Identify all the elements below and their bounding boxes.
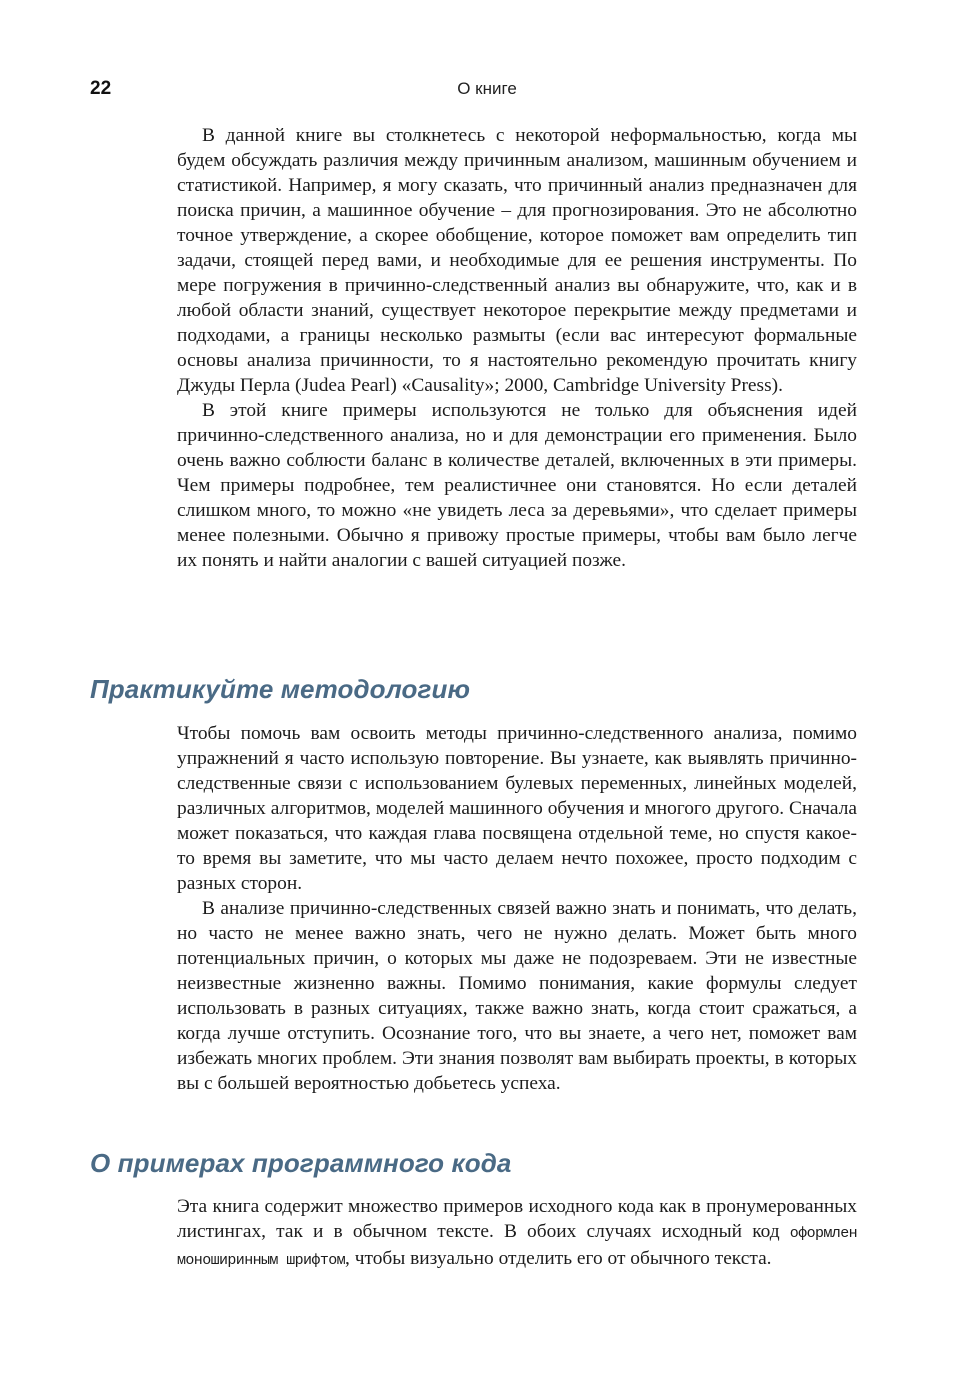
methodology-paragraph-1: Чтобы помочь вам освоить методы причинно-следственного анализа, помимо упражнений я часто использую повторение. Вы узнаете, как выявлять причинно-следственные связи с использованием булевых переменных, линейных моделей, различных алгоритмов, моделей машинного обучения и многого другого. Сначала может показаться, что каждая глава посвящена отдельной теме, но спустя какое-то время вы заметите, что мы часто делаем нечто похожее, просто подходим с разных сторон. [177,723,857,894]
code-examples-text [177,1194,857,1273]
page-number: 22 [90,78,112,99]
intro-text [177,123,857,573]
methodology-text [177,721,857,1096]
running-head: О книге [457,79,517,98]
intro-paragraph-1: В данной книге вы столкнетесь с некоторой неформальностью, когда мы будем обсуждать различия между причинным анализом, машинным обучением и статистикой. Например, я могу сказать, что причинный анализ предназначен для поиска причин, а машинное обучение – для прогнозирования. Это не абсолютно точное утверждение, а скорее обобщение, которое поможет вам определить тип задачи, стоящей перед вами, и необходимые для ее решения инструменты. По мере погружения в причинно-следственный анализ вы обнаружите, что, как и в любой области знаний, существует некоторое перекрытие между предметами и подходами, а границы несколько размыты (если вас интересуют формальные основы анализа причинности, то я настоятельно рекомендую прочитать книгу Джуды Перла (Judea Pearl) «Causality»; 2000, Cambridge University Press). [177,125,857,396]
code-examples-paragraph [177,1194,857,1273]
monospace-sample: оформлен моноширинным шрифтом [177,1225,857,1269]
methodology-paragraph-2: В анализе причинно-следственных связей важно знать и понимать, что делать, но часто не менее важно знать, чего не нужно делать. Может быть много потенциальных причин, о которых мы даже не подозреваем. Эти не известные неизвестные жизненно важны. Помимо понимания, какие формулы следует использовать в разных ситуациях, также важно знать, когда стоит сражаться, а когда лучше отступить. Осознание того, что вы знаете, а чего нет, поможет вам избежать многих проблем. Эти знания позволят вам выбирать проекты, в которых вы с большей вероятностью добьетесь успеха. [177,898,857,1094]
section-heading-code-examples: О примерах программного кода [90,1148,512,1178]
code-paragraph-end: , чтобы визуально отделить его от обычного текста. [345,1248,772,1269]
code-paragraph-start: Эта книга содержит множество примеров исходного кода как в пронумерованных листингах, так и в обычном тексте. В обоих случаях исходный код [177,1196,857,1242]
section-heading-methodology: Практикуйте методологию [90,674,471,704]
intro-paragraph-2: В этой книге примеры используются не только для объяснения идей причинно-следственного анализа, но и для демонстрации его применения. Было очень важно соблюсти баланс в количестве деталей, включенных в эти примеры. Чем примеры подробнее, тем реалистичнее они становятся. Но если деталей слишком много, то можно «не увидеть леса за деревьями», что сделает примеры менее полезными. Обычно я привожу простые примеры, чтобы вам было легче их понять и найти аналогии с вашей ситуацией позже. [177,400,857,571]
